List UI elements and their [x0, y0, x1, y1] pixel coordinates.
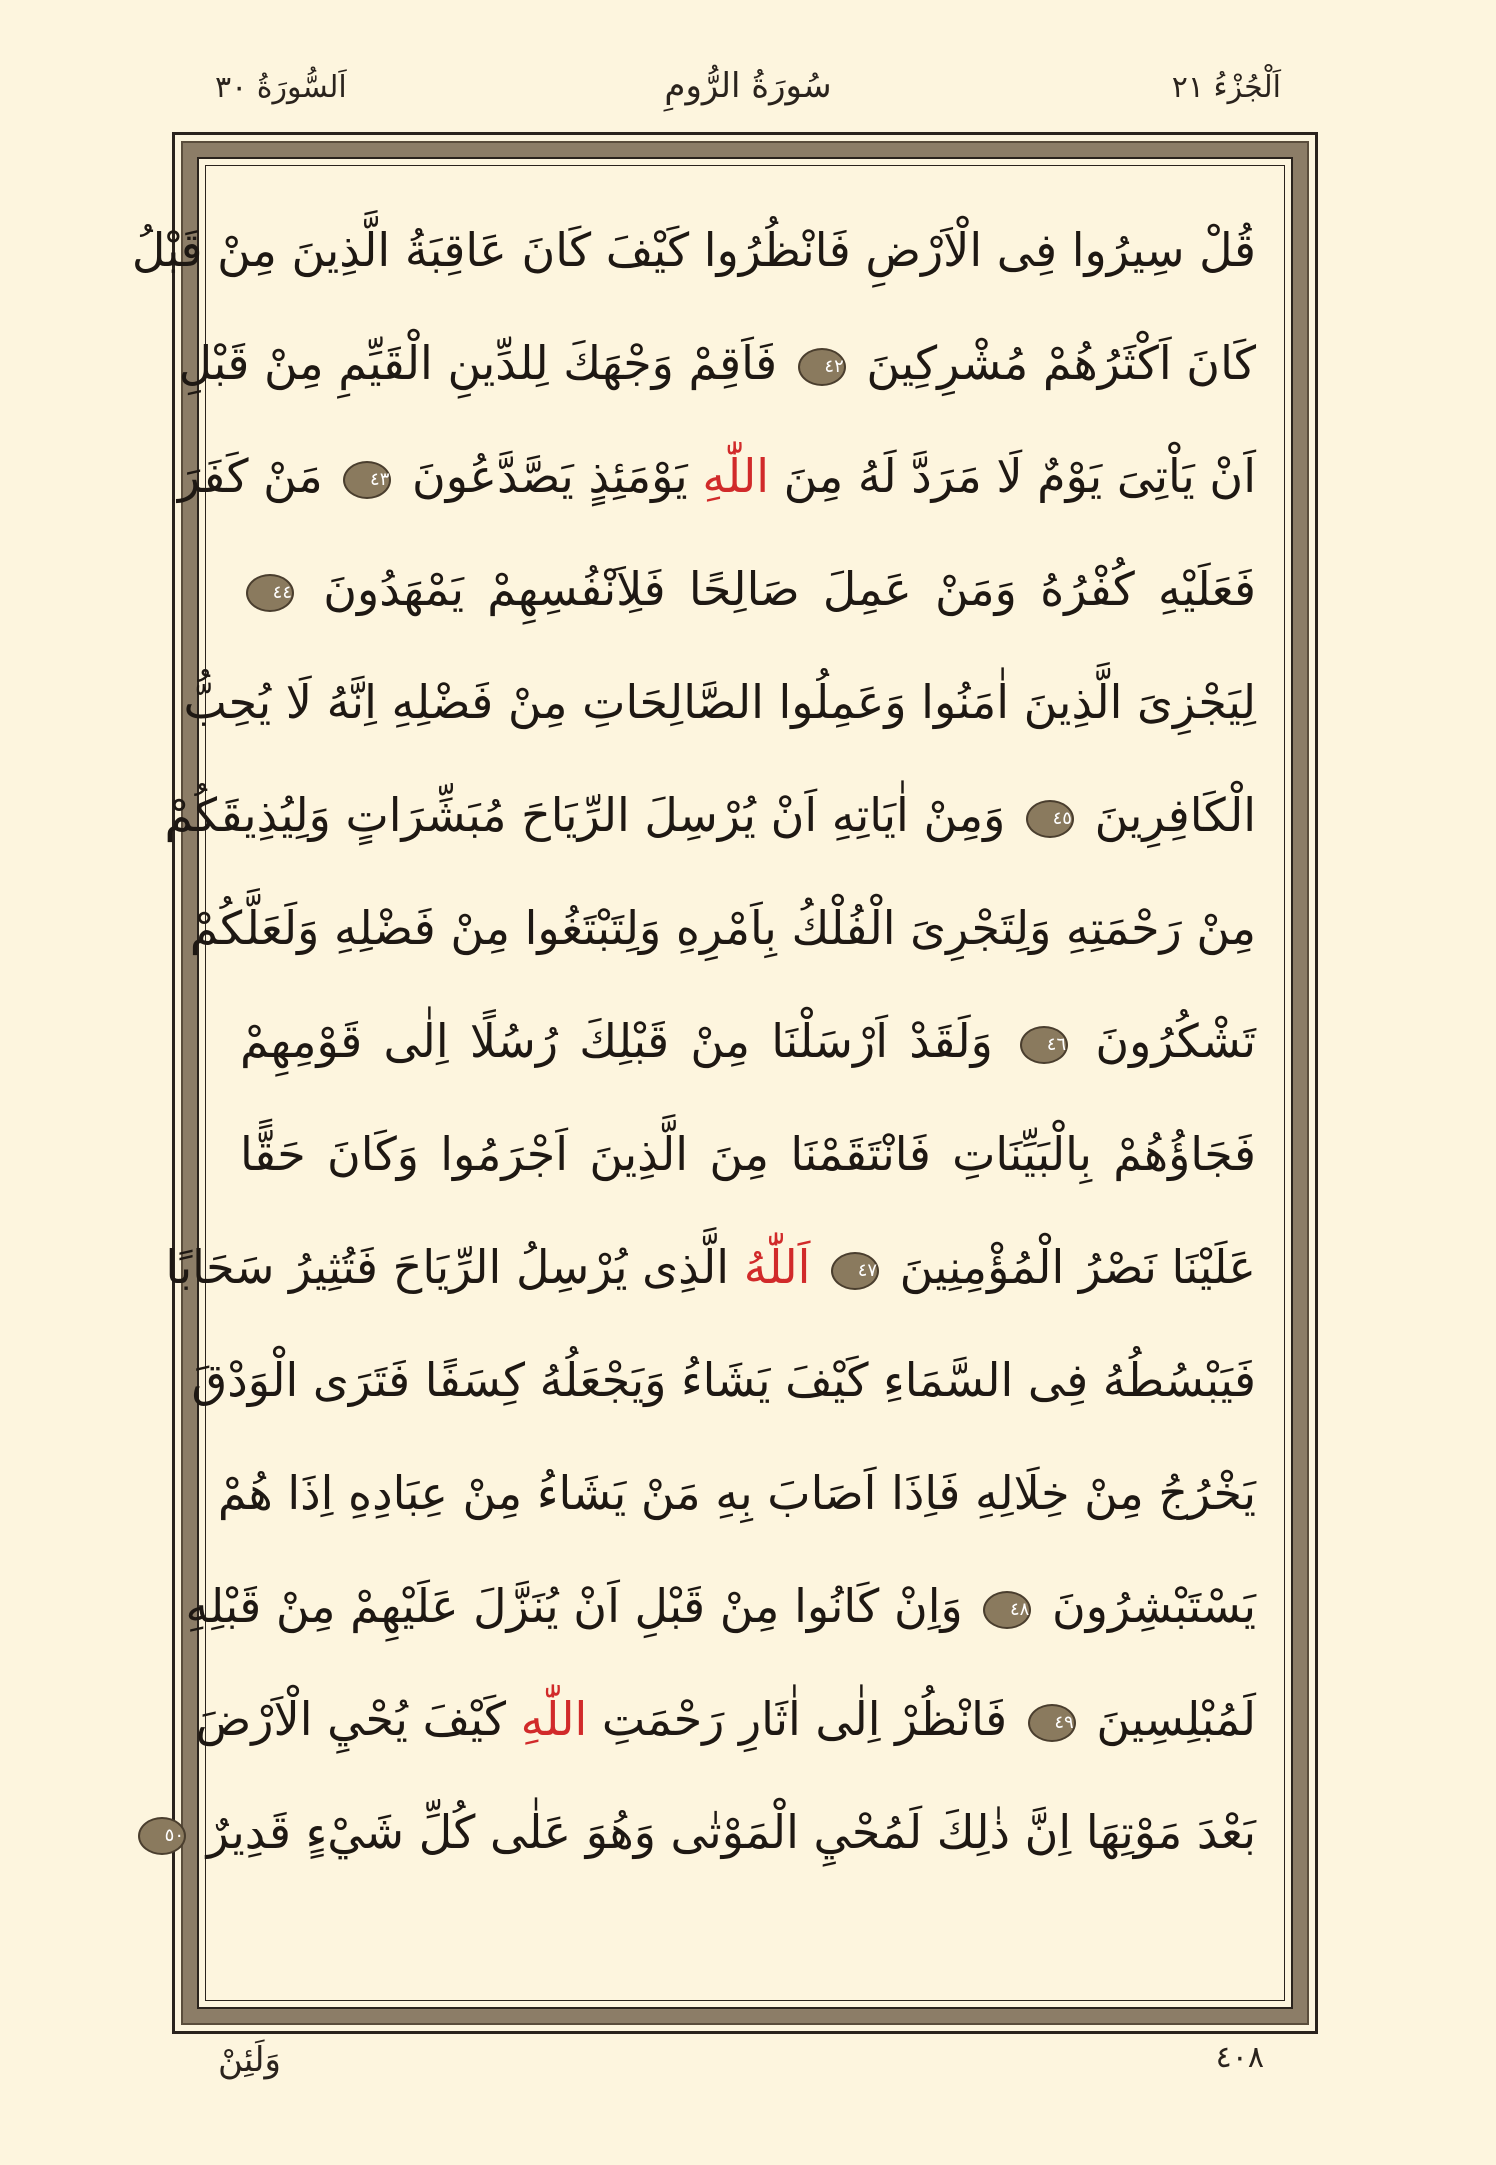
verse-text: وَمِنْ اٰيَاتِهِ اَنْ يُرْسِلَ الرِّيَاحَ مُبَشِّرَاتٍ وَلِيُذِيقَكُمْ — [164, 788, 1006, 842]
juz-label: اَلْجُزْءُ ٢١ — [1171, 70, 1281, 105]
text-line — [185, 1556, 1256, 1656]
verse-text: وَاِنْ كَانُوا مِنْ قَبْلِ اَنْ يُنَزَّلَ عَلَيْهِمْ مِنْ قَبْلِهِ — [185, 1579, 963, 1633]
ayah-number-marker: ٤٣ — [343, 461, 391, 499]
verse-text: فَانْظُرْ اِلٰى اٰثَارِ رَحْمَتِ — [587, 1692, 1008, 1746]
text-line — [177, 426, 1256, 526]
text-line — [178, 313, 1256, 413]
text-line — [240, 1104, 1256, 1204]
divine-name: اللّٰهِ — [520, 1692, 588, 1746]
surah-title: سُورَةُ الرُّومِ — [664, 66, 832, 106]
verse-text: لِيَجْزِىَ الَّذِينَ اٰمَنُوا وَعَمِلُوا الصَّالِحَاتِ مِنْ فَضْلِهِ اِنَّهُ لَا يُحِبُّ — [183, 675, 1256, 729]
verse-text: مَنْ كَفَرَ — [177, 449, 323, 503]
text-line — [217, 1443, 1256, 1543]
verse-text: الَّذِى يُرْسِلُ الرِّيَاحَ فَتُثِيرُ سَحَابًا — [165, 1240, 730, 1294]
text-line — [164, 765, 1256, 865]
surah-number-label: اَلسُّورَةُ ٣٠ — [215, 70, 347, 105]
text-line — [131, 200, 1256, 300]
verse-text: يَوْمَئِذٍ يَصَّدَّعُونَ — [412, 449, 688, 503]
verse-text: الْكَافِرِينَ — [1094, 788, 1256, 842]
catchword: وَلَئِنْ — [218, 2040, 281, 2080]
verse-text: مِنْ رَحْمَتِهِ وَلِتَجْرِىَ الْفُلْكُ بِاَمْرِهِ وَلِتَبْتَغُوا مِنْ فَضْلِهِ وَلَعَلَّكُمْ — [189, 901, 1256, 955]
ayah-number-marker: ٤٧ — [831, 1252, 879, 1290]
verse-text: قُلْ سِيرُوا فِى الْاَرْضِ فَانْظُرُوا كَيْفَ كَانَ عَاقِبَةُ الَّذِينَ مِنْ قَبْلُ — [131, 223, 1256, 277]
text-line — [240, 539, 1256, 639]
divine-name: اَللّٰهُ — [743, 1240, 811, 1294]
verse-text: اَنْ يَاْتِىَ يَوْمٌ لَا مَرَدَّ لَهُ مِنَ — [769, 449, 1256, 503]
text-line — [195, 1669, 1256, 1769]
text-line — [183, 652, 1256, 752]
verse-text: فَعَلَيْهِ كُفْرُهُ وَمَنْ عَمِلَ صَالِحًا فَلِاَنْفُسِهِمْ يَمْهَدُونَ — [323, 562, 1256, 616]
ayah-number-marker: ٤٨ — [983, 1591, 1031, 1629]
verse-text: فَجَاؤُهُمْ بِالْبَيِّنَاتِ فَانْتَقَمْنَا مِنَ الَّذِينَ اَجْرَمُوا وَكَانَ حَقًّا — [240, 1127, 1256, 1181]
verse-text: عَلَيْنَا نَصْرُ الْمُؤْمِنِينَ — [899, 1240, 1256, 1294]
verse-text: فَاَقِمْ وَجْهَكَ لِلدِّينِ الْقَيِّمِ مِنْ قَبْلِ — [178, 336, 778, 390]
verse-text: كَانَ اَكْثَرُهُمْ مُشْرِكِينَ — [866, 336, 1256, 390]
verse-text: فَيَبْسُطُهُ فِى السَّمَاءِ كَيْفَ يَشَاءُ وَيَجْعَلُهُ كِسَفًا فَتَرَى الْوَدْقَ — [191, 1353, 1256, 1407]
ayah-number-marker: ٤٩ — [1028, 1704, 1076, 1742]
ayah-number-marker: ٤٦ — [1020, 1026, 1068, 1064]
divine-name: اللّٰهِ — [702, 449, 769, 503]
text-line — [165, 1217, 1256, 1317]
verse-text: يَسْتَبْشِرُونَ — [1051, 1579, 1256, 1633]
quran-text-block — [131, 180, 1286, 1990]
text-line — [191, 1330, 1256, 1430]
verse-text: كَيْفَ يُحْيِ الْاَرْضَ — [195, 1692, 506, 1746]
verse-text: وَلَقَدْ اَرْسَلْنَا مِنْ قَبْلِكَ رُسُلًا اِلٰى قَوْمِهِمْ — [240, 1014, 993, 1068]
text-line — [240, 991, 1256, 1091]
verse-text: بَعْدَ مَوْتِهَا اِنَّ ذٰلِكَ لَمُحْيِ الْمَوْتٰى وَهُوَ عَلٰى كُلِّ شَيْءٍ قَدِيرٌ — [206, 1805, 1256, 1859]
page-number: ٤٠٨ — [1215, 2040, 1264, 2075]
page-header — [0, 0, 1496, 130]
ayah-number-marker: ٤٤ — [246, 574, 294, 612]
ayah-number-marker: ٤٥ — [1026, 800, 1074, 838]
verse-text: يَخْرُجُ مِنْ خِلَالِهِ فَاِذَا اَصَابَ بِهِ مَنْ يَشَاءُ مِنْ عِبَادِهِ اِذَا هُمْ — [217, 1466, 1256, 1520]
text-line — [189, 878, 1256, 978]
ayah-number-marker: ٥٠ — [138, 1817, 186, 1855]
ayah-number-marker: ٤٢ — [798, 348, 846, 386]
verse-text: تَشْكُرُونَ — [1095, 1014, 1256, 1068]
text-line — [164, 1782, 1256, 1882]
verse-text: لَمُبْلِسِينَ — [1096, 1692, 1256, 1746]
